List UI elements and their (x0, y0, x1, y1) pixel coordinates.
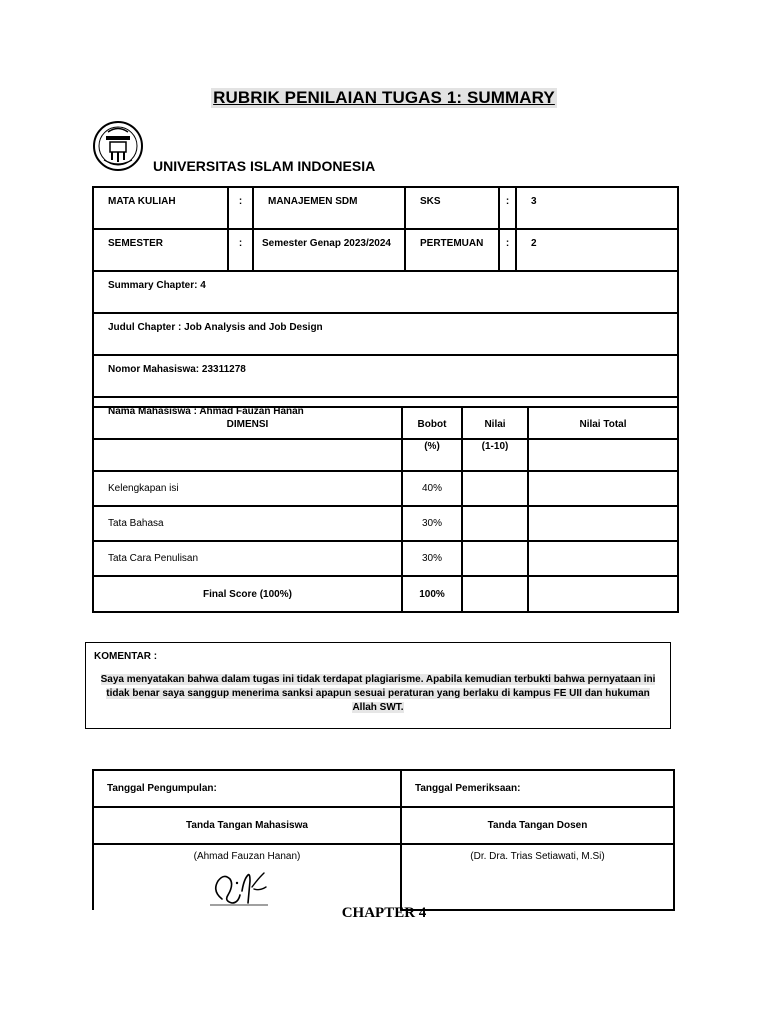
tanggal-row (93, 770, 674, 807)
table-row (93, 506, 678, 541)
nomor-mahasiswa: Nomor Mahasiswa: 23311278 (93, 355, 678, 397)
nama-mahasiswa: Nama Mahasiswa : Ahmad Fauzan Hanan (93, 397, 678, 439)
tanda-tangan-row (93, 807, 674, 844)
signature-table (92, 769, 675, 911)
total-cell[interactable] (528, 506, 678, 541)
semester-value: Semester Genap 2023/2024 (253, 229, 405, 271)
bobot-cell: 30% (402, 506, 462, 541)
table-row (93, 541, 678, 576)
pertemuan-value: 2 (516, 229, 678, 271)
header-nilai-label: Nilai (484, 419, 506, 430)
colon: : (499, 187, 516, 229)
bobot-cell: 40% (402, 471, 462, 506)
rubric-table (92, 406, 679, 613)
final-total[interactable] (528, 576, 678, 612)
colon: : (228, 229, 253, 271)
pertemuan-label: PERTEMUAN (405, 229, 499, 271)
nama-row (93, 844, 674, 910)
chapter-heading: CHAPTER 4 (341, 905, 427, 921)
final-score-label: Final Score (100%) (93, 576, 402, 612)
semester-label: SEMESTER (93, 229, 228, 271)
info-row-semester (93, 229, 678, 271)
sks-value: 3 (516, 187, 678, 229)
dimensi-cell: Kelengkapan isi (93, 471, 402, 506)
final-nilai[interactable] (462, 576, 528, 612)
tanggal-pengumpulan: Tanggal Pengumpulan: (93, 770, 401, 807)
dimensi-cell: Tata Cara Penulisan (93, 541, 402, 576)
header-nilai-range: (1-10) (481, 441, 509, 452)
tanggal-pemeriksaan: Tanggal Pemeriksaan: (401, 770, 674, 807)
info-row-nomor-mahasiswa (93, 355, 678, 397)
lecturer-signature-cell: (Dr. Dra. Trias Setiawati, M.Si) (401, 844, 674, 910)
colon: : (499, 229, 516, 271)
total-cell[interactable] (528, 541, 678, 576)
total-cell[interactable] (528, 471, 678, 506)
nilai-cell[interactable] (462, 471, 528, 506)
sks-label: SKS (405, 187, 499, 229)
header-nilai-total: Nilai Total (528, 407, 678, 471)
dimensi-cell: Tata Bahasa (93, 506, 402, 541)
course-info-table (92, 186, 679, 440)
student-signature-cell: (Ahmad Fauzan Hanan) (93, 844, 401, 910)
final-bobot: 100% (402, 576, 462, 612)
university-name: UNIVERSITAS ISLAM INDONESIA (153, 158, 376, 174)
header-nilai (462, 407, 528, 471)
nilai-cell[interactable] (462, 506, 528, 541)
rubric-header-row (93, 407, 678, 471)
bobot-cell: 30% (402, 541, 462, 576)
ttd-dosen-label: Tanda Tangan Dosen (401, 807, 674, 844)
komentar-box (85, 642, 671, 729)
document-title (0, 88, 768, 108)
colon: : (228, 187, 253, 229)
ttd-mahasiswa-label: Tanda Tangan Mahasiswa (93, 807, 401, 844)
table-row (93, 471, 678, 506)
header-dimensi: DIMENSI (93, 407, 402, 471)
university-seal-icon (92, 120, 144, 172)
komentar-text-wrap (94, 673, 662, 715)
komentar-label: KOMENTAR : (94, 651, 158, 662)
mata-kuliah-value: MANAJEMEN SDM (253, 187, 405, 229)
mata-kuliah-label: MATA KULIAH (93, 187, 228, 229)
final-score-row (93, 576, 678, 612)
info-row-judul-chapter (93, 313, 678, 355)
summary-chapter: Summary Chapter: 4 (93, 271, 678, 313)
handwritten-signature-icon (208, 869, 270, 909)
header-bobot (402, 407, 462, 471)
header-bobot-unit: (%) (424, 441, 440, 452)
header-bobot-label: Bobot (417, 419, 447, 430)
info-row-summary-chapter (93, 271, 678, 313)
nilai-cell[interactable] (462, 541, 528, 576)
judul-chapter: Judul Chapter : Job Analysis and Job Design (93, 313, 678, 355)
document-title-text: RUBRIK PENILAIAN TUGAS 1: SUMMARY (213, 88, 555, 107)
info-row-mata-kuliah (93, 187, 678, 229)
komentar-text: Saya menyatakan bahwa dalam tugas ini tidak terdapat plagiarisme. Apabila kemudian terbukti bahwa pernyataan ini tidak benar saya sanggup menerima sanksi apapun sesuai peraturan yang berlaku di kampus FE UII dan hukuman Allah SWT. (100, 674, 656, 713)
